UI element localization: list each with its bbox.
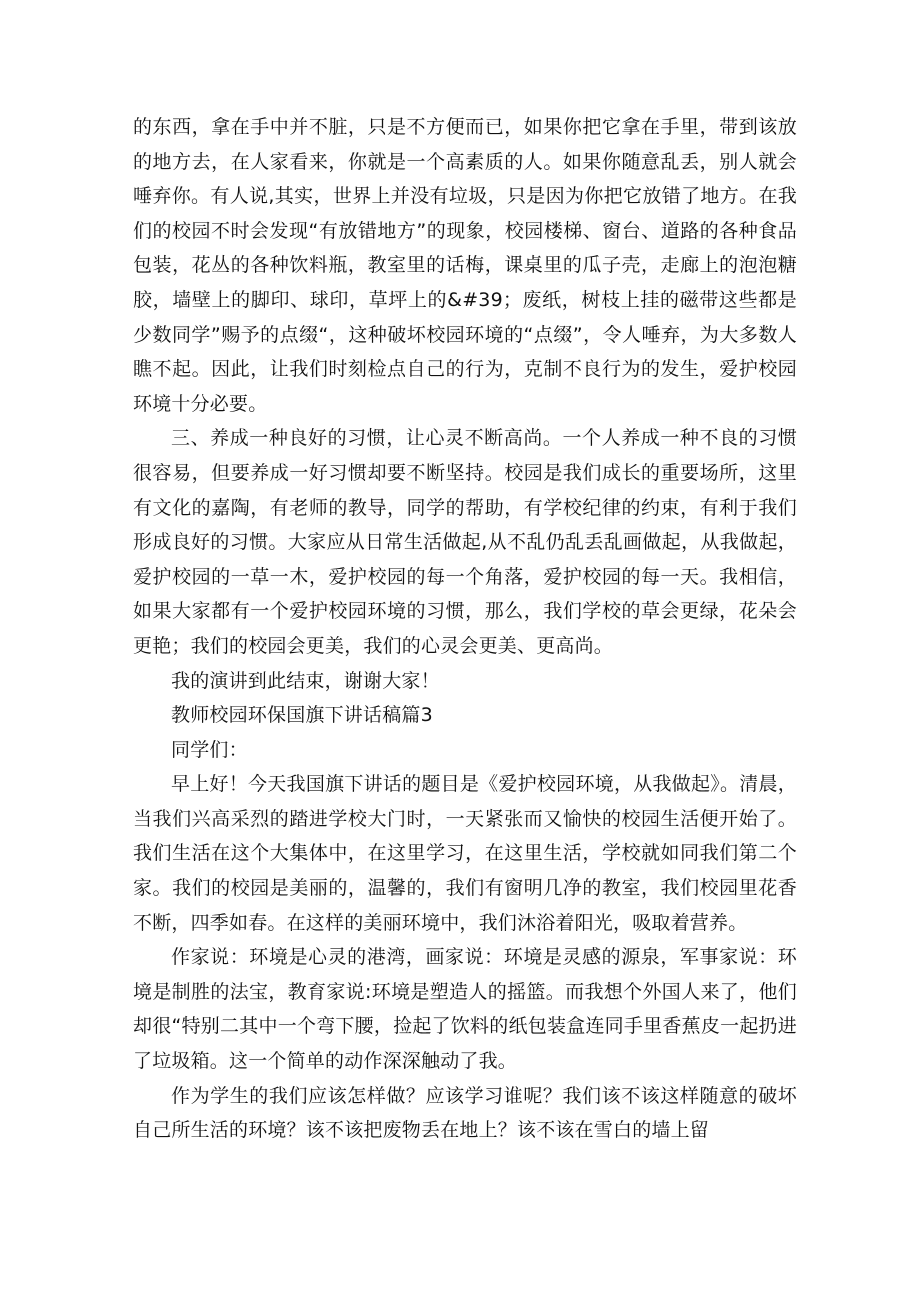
document-body — [133, 110, 797, 1148]
paragraph-closing: 我的演讲到此结束，谢谢大家！ — [171, 669, 440, 692]
paragraph-quotes: 作家说：环境是心灵的港湾，画家说：环境是灵感的源泉，军事家说：环境是制胜的法宝，教育家说:环境是塑造人的摇篮。而我想个外国人来了，他们却很“特别二其中一个弯下腰，捡起了饮料的纸包装盒连同手里香蕉皮一起扔进了垃圾箱。这一个简单的动作深深触动了我。 — [133, 946, 797, 1073]
paragraph-greeting: 早上好！今天我国旗下讲话的题目是《爱护校园环境，从我做起》。清晨，当我们兴高采烈的踏进学校大门时，一天紧张而又愉快的校园生活便开始了。我们生活在这个大集体中，在这里学习，在这里生活，学校就如同我们第二个家。我们的校园是美丽的，温馨的，我们有窗明几净的教室，我们校园里花香不断，四季如春。在这样的美丽环境中，我们沐浴着阳光，吸取着营养。 — [133, 773, 797, 934]
section-heading: 教师校园环保国旗下讲话稿篇3 — [171, 704, 433, 727]
paragraph-questions: 作为学生的我们应该怎样做？应该学习谁呢？我们该不该这样随意的破坏自己所生活的环境？该不该把废物丢在地上？该不该在雪白的墙上留 — [133, 1084, 797, 1142]
salutation: 同学们： — [171, 738, 248, 761]
paragraph-habits: 三、养成一种良好的习惯，让心灵不断高尚。一个人养成一种不良的习惯很容易，但要养成一好习惯却要不断坚持。校园是我们成长的重要场所，这里有文化的嘉陶，有老师的教导，同学的帮助，有学校纪律的约束，有利于我们形成良好的习惯。大家应从日常生活做起,从不乱仍乱丢乱画做起，从我做起，爱护校园的一草一木，爱护校园的每一个角落，爱护校园的每一天。我相信，如果大家都有一个爱护校园环境的习惯，那么，我们学校的草会更绿，花朵会更艳；我们的校园会更美，我们的心灵会更美、更高尚。 — [133, 427, 797, 657]
paragraph-continuation: 的东西，拿在手中并不脏，只是不方便而已，如果你把它拿在手里，带到该放的地方去，在人家看来，你就是一个高素质的人。如果你随意乱丢，别人就会唾弃你。有人说,其实，世界上并没有垃圾，只是因为你把它放错了地方。在我们的校园不时会发现“有放错地方”的现象，校园楼梯、窗台、道路的各种食品包装，花丛的各种饮料瓶，教室里的话梅，课桌里的瓜子壳，走廊上的泡泡糖胶，墙壁上的脚印、球印，草坪上的&#39；废纸，树枝上挂的磁带这些都是少数同学”赐予的点缀“，这种破坏校园环境的“点缀”，令人唾弃，为大多数人瞧不起。因此，让我们时刻检点自己的行为，克制不良行为的发生，爱护校园环境十分必要。 — [133, 116, 797, 415]
